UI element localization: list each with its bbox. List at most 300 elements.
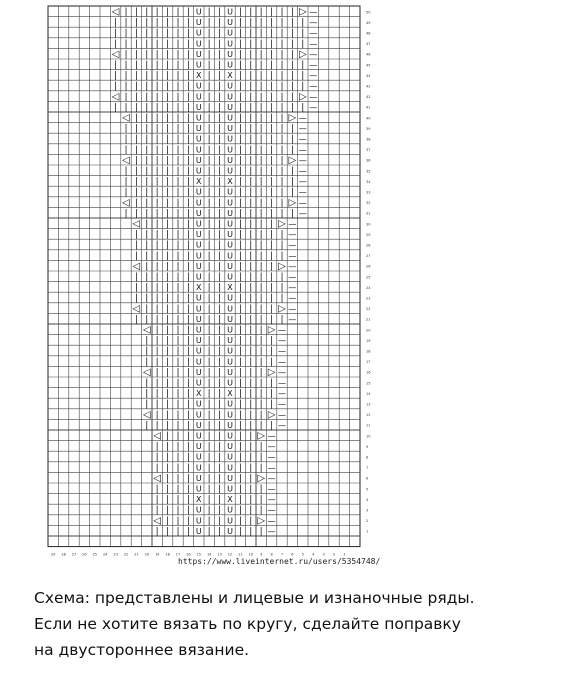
row-number: 24 — [366, 285, 371, 290]
knit-symbol: | — [166, 336, 170, 347]
yarnover-symbol: U — [195, 272, 202, 282]
knit-symbol: | — [238, 155, 242, 166]
knit-symbol: | — [186, 410, 190, 421]
column-number: 12 — [227, 552, 233, 557]
knit-symbol: | — [270, 7, 274, 18]
knit-symbol: | — [155, 378, 159, 389]
knit-symbol: | — [218, 81, 222, 92]
row-number: 20 — [366, 328, 371, 333]
knit-symbol: | — [145, 198, 149, 209]
knit-symbol: | — [145, 357, 149, 368]
knit-symbol: | — [218, 452, 222, 463]
knit-symbol: | — [166, 452, 170, 463]
caption-line-3: на двустороннее вязание. — [34, 641, 250, 659]
knit-symbol: | — [124, 71, 128, 82]
purl-symbol: — — [309, 49, 318, 59]
knit-symbol: | — [207, 452, 211, 463]
knit-symbol: | — [207, 516, 211, 527]
knit-symbol: | — [166, 314, 170, 325]
knit-symbol: | — [155, 39, 159, 50]
knit-symbol: | — [249, 71, 253, 82]
knit-symbol: | — [114, 102, 118, 113]
knit-symbol: | — [270, 60, 274, 71]
yarnover-symbol: U — [195, 516, 202, 526]
knit-symbol: | — [186, 134, 190, 145]
knit-symbol: | — [249, 346, 253, 357]
knit-symbol: | — [186, 166, 190, 177]
knit-symbol: | — [218, 505, 222, 516]
knit-symbol: | — [207, 230, 211, 241]
knit-symbol: | — [186, 463, 190, 474]
knit-symbol: | — [218, 7, 222, 18]
knit-symbol: | — [207, 431, 211, 442]
knit-symbol: | — [176, 410, 180, 421]
column-number: 3 — [322, 552, 325, 557]
knit-symbol: | — [249, 495, 253, 506]
knit-symbol: | — [145, 177, 149, 188]
knit-symbol: | — [218, 431, 222, 442]
knit-symbol: | — [176, 134, 180, 145]
column-number: 2 — [332, 552, 336, 557]
knit-symbol: | — [290, 177, 294, 188]
knit-symbol: | — [186, 473, 190, 484]
knit-symbol: | — [249, 389, 253, 400]
knit-symbol: | — [249, 463, 253, 474]
row-number: 19 — [366, 338, 371, 343]
knit-symbol: | — [218, 124, 222, 135]
knit-symbol: | — [218, 516, 222, 527]
knit-symbol: | — [145, 71, 149, 82]
knit-symbol: | — [176, 166, 180, 177]
knit-symbol: | — [155, 272, 159, 283]
knit-symbol: | — [259, 71, 263, 82]
dec-left-symbol: ◁ — [142, 324, 151, 336]
knit-symbol: | — [155, 208, 159, 219]
knit-symbol: | — [218, 166, 222, 177]
knit-symbol: | — [114, 81, 118, 92]
knit-symbol: | — [259, 367, 263, 378]
dec-left-symbol: ◁ — [111, 48, 120, 60]
yarnover-symbol: U — [195, 346, 202, 356]
knit-symbol: | — [301, 81, 305, 92]
purl-symbol: — — [278, 389, 286, 399]
purl-symbol: — — [298, 113, 307, 123]
knit-symbol: | — [166, 81, 170, 92]
knit-symbol: | — [207, 336, 211, 347]
knit-symbol: | — [218, 378, 222, 389]
purl-symbol: — — [288, 219, 297, 229]
yarnover-symbol: U — [195, 28, 202, 38]
knit-symbol: | — [238, 526, 242, 537]
knit-symbol: | — [249, 198, 253, 209]
yarnover-symbol: U — [227, 113, 233, 123]
knit-symbol: | — [280, 177, 284, 188]
knit-symbol: | — [145, 60, 149, 71]
knit-symbol: | — [176, 92, 180, 103]
knit-symbol: | — [249, 442, 253, 453]
knit-symbol: | — [166, 378, 170, 389]
knit-symbol: | — [259, 526, 263, 537]
source-url: https://www.liveinternet.ru/users/5354748/ — [178, 557, 381, 566]
purl-symbol: — — [298, 208, 307, 218]
column-number: 7 — [280, 552, 284, 557]
knit-symbol: | — [176, 516, 180, 527]
knit-symbol: | — [124, 49, 128, 60]
yarnover-symbol: U — [227, 304, 233, 314]
dec-right-symbol: ▷ — [288, 154, 297, 166]
purl-symbol: — — [267, 473, 276, 483]
knit-symbol: | — [207, 283, 211, 294]
knit-symbol: | — [290, 7, 294, 18]
knit-symbol: | — [176, 219, 180, 230]
yarnover-symbol: U — [195, 399, 202, 409]
knit-symbol: | — [207, 124, 211, 135]
knit-symbol: | — [124, 145, 128, 156]
knit-symbol: | — [166, 410, 170, 421]
row-number: 11 — [366, 423, 371, 428]
knit-symbol: | — [249, 314, 253, 325]
purl-symbol: — — [288, 314, 297, 324]
knit-symbol: | — [166, 420, 170, 431]
knit-symbol: | — [145, 230, 149, 241]
column-number: 5 — [301, 552, 304, 557]
yarnover-symbol: U — [195, 336, 202, 346]
knit-symbol: | — [280, 49, 284, 60]
yarnover-symbol: U — [227, 7, 233, 17]
knit-symbol: | — [249, 293, 253, 304]
knit-symbol: | — [186, 272, 190, 283]
knit-symbol: | — [207, 145, 211, 156]
knit-symbol: | — [238, 452, 242, 463]
knit-symbol: | — [238, 240, 242, 251]
column-number: 13 — [217, 552, 222, 557]
knit-symbol: | — [155, 484, 159, 495]
knit-symbol: | — [270, 230, 274, 241]
knit-symbol: | — [270, 92, 274, 103]
row-number: 45 — [366, 63, 371, 68]
knit-symbol: | — [280, 124, 284, 135]
purl-symbol: — — [288, 272, 297, 282]
row-number: 18 — [366, 349, 371, 354]
knit-symbol: | — [280, 18, 284, 29]
knit-symbol: | — [176, 378, 180, 389]
cross-symbol: X — [196, 177, 202, 187]
knit-symbol: | — [145, 261, 149, 272]
knit-symbol: | — [238, 124, 242, 135]
knit-symbol: | — [166, 495, 170, 506]
knit-symbol: | — [249, 92, 253, 103]
knit-symbol: | — [176, 495, 180, 506]
knit-symbol: | — [166, 71, 170, 82]
knit-symbol: | — [280, 187, 284, 198]
knit-symbol: | — [166, 177, 170, 188]
knit-symbol: | — [124, 134, 128, 145]
knit-symbol: | — [280, 240, 284, 251]
knit-symbol: | — [155, 526, 159, 537]
knit-symbol: | — [186, 28, 190, 39]
knit-symbol: | — [186, 18, 190, 29]
knit-symbol: | — [166, 463, 170, 474]
knit-symbol: | — [145, 251, 149, 262]
knit-symbol: | — [134, 18, 138, 29]
knit-symbol: | — [259, 293, 263, 304]
knit-symbol: | — [155, 198, 159, 209]
knit-symbol: | — [155, 399, 159, 410]
knit-symbol: | — [186, 495, 190, 506]
knit-symbol: | — [259, 505, 263, 516]
knit-symbol: | — [218, 49, 222, 60]
knit-symbol: | — [176, 198, 180, 209]
dec-left-symbol: ◁ — [111, 6, 120, 18]
knit-symbol: | — [238, 251, 242, 262]
cross-symbol: X — [196, 283, 202, 293]
purl-symbol: — — [278, 420, 286, 430]
knit-symbol: | — [166, 208, 170, 219]
yarnover-symbol: U — [195, 60, 202, 70]
yarnover-symbol: U — [227, 166, 233, 176]
knit-symbol: | — [249, 484, 253, 495]
knit-symbol: | — [238, 314, 242, 325]
knit-symbol: | — [270, 124, 274, 135]
yarnover-symbol: U — [227, 251, 233, 261]
knit-symbol: | — [155, 28, 159, 39]
knit-symbol: | — [145, 336, 149, 347]
knit-symbol: | — [186, 155, 190, 166]
knit-symbol: | — [176, 177, 180, 188]
knit-symbol: | — [238, 230, 242, 241]
purl-symbol: — — [278, 346, 286, 356]
purl-symbol: — — [267, 442, 276, 452]
knit-symbol: | — [145, 7, 149, 18]
knit-symbol: | — [124, 208, 128, 219]
knit-symbol: | — [270, 272, 274, 283]
purl-symbol: — — [298, 187, 307, 197]
knit-symbol: | — [218, 463, 222, 474]
knit-symbol: | — [259, 336, 263, 347]
knit-symbol: | — [218, 261, 222, 272]
knit-symbol: | — [134, 102, 138, 113]
column-number: 22 — [123, 552, 129, 557]
knit-symbol: | — [145, 219, 149, 230]
knit-symbol: | — [186, 346, 190, 357]
knit-symbol: | — [249, 336, 253, 347]
knit-symbol: | — [155, 49, 159, 60]
knit-symbol: | — [207, 495, 211, 506]
yarnover-symbol: U — [227, 155, 233, 165]
knit-symbol: | — [176, 452, 180, 463]
knit-symbol: | — [280, 39, 284, 50]
knit-symbol: | — [145, 378, 149, 389]
knit-symbol: | — [301, 18, 305, 29]
knit-symbol: | — [238, 399, 242, 410]
knit-symbol: | — [186, 283, 190, 294]
row-number: 31 — [366, 211, 371, 216]
knit-symbol: | — [259, 399, 263, 410]
yarnover-symbol: U — [195, 92, 202, 102]
row-number: 22 — [366, 307, 371, 312]
knit-symbol: | — [259, 442, 263, 453]
dec-right-symbol: ▷ — [298, 91, 307, 103]
yarnover-symbol: U — [195, 261, 202, 271]
knit-symbol: | — [259, 49, 263, 60]
dec-left-symbol: ◁ — [122, 154, 130, 166]
dec-left-symbol: ◁ — [142, 366, 151, 378]
dec-right-symbol: ▷ — [288, 197, 297, 209]
knit-symbol: | — [238, 39, 242, 50]
knit-symbol: | — [249, 240, 253, 251]
knit-symbol: | — [301, 28, 305, 39]
knit-symbol: | — [218, 420, 222, 431]
yarnover-symbol: U — [227, 325, 233, 335]
knit-symbol: | — [207, 177, 211, 188]
knit-symbol: | — [259, 389, 263, 400]
knit-symbol: | — [259, 346, 263, 357]
knit-symbol: | — [207, 28, 211, 39]
knit-symbol: | — [280, 314, 284, 325]
knit-symbol: | — [249, 431, 253, 442]
knit-symbol: | — [259, 230, 263, 241]
knit-symbol: | — [176, 49, 180, 60]
knit-symbol: | — [186, 145, 190, 156]
knit-symbol: | — [166, 261, 170, 272]
column-number: 14 — [206, 552, 212, 557]
column-number: 19 — [154, 552, 160, 557]
knit-symbol: | — [238, 431, 242, 442]
knit-symbol: | — [238, 410, 242, 421]
column-number: 16 — [186, 552, 191, 557]
knit-symbol: | — [186, 198, 190, 209]
knit-symbol: | — [238, 7, 242, 18]
row-number: 40 — [366, 116, 371, 121]
knit-symbol: | — [176, 463, 180, 474]
knit-symbol: | — [176, 325, 180, 336]
knit-symbol: | — [155, 452, 159, 463]
row-number: 33 — [366, 190, 371, 195]
row-number: 14 — [366, 391, 371, 396]
yarnover-symbol: U — [227, 219, 233, 229]
knit-symbol: | — [238, 420, 242, 431]
knit-symbol: | — [176, 124, 180, 135]
row-number: 9 — [366, 444, 369, 449]
knit-symbol: | — [238, 28, 242, 39]
purl-symbol: — — [309, 7, 318, 17]
dec-right-symbol: ▷ — [257, 430, 266, 442]
knit-symbol: | — [176, 81, 180, 92]
knit-symbol: | — [238, 187, 242, 198]
yarnover-symbol: U — [195, 526, 202, 536]
knit-symbol: | — [134, 166, 138, 177]
knit-symbol: | — [145, 208, 149, 219]
knit-symbol: | — [176, 155, 180, 166]
knit-symbol: | — [207, 293, 211, 304]
knit-symbol: | — [124, 177, 128, 188]
knit-symbol: | — [238, 336, 242, 347]
knit-symbol: | — [218, 39, 222, 50]
knit-symbol: | — [186, 505, 190, 516]
dec-right-symbol: ▷ — [257, 515, 266, 527]
yarnover-symbol: U — [227, 81, 233, 91]
knit-symbol: | — [238, 166, 242, 177]
knit-symbol: | — [218, 155, 222, 166]
knit-symbol: | — [218, 71, 222, 82]
knit-symbol: | — [155, 187, 159, 198]
knit-symbol: | — [166, 283, 170, 294]
knit-symbol: | — [238, 81, 242, 92]
knit-symbol: | — [238, 495, 242, 506]
knit-symbol: | — [218, 325, 222, 336]
knit-symbol: | — [207, 198, 211, 209]
knit-symbol: | — [166, 526, 170, 537]
yarnover-symbol: U — [227, 463, 233, 473]
knit-symbol: | — [270, 420, 274, 431]
knit-symbol: | — [280, 293, 284, 304]
caption-line-2: Если не хотите вязать по кругу, сделайте поправку — [34, 615, 461, 633]
knit-symbol: | — [218, 145, 222, 156]
yarnover-symbol: U — [227, 516, 233, 526]
purl-symbol: — — [298, 124, 307, 134]
knit-symbol: | — [186, 336, 190, 347]
knit-symbol: | — [259, 134, 263, 145]
knit-symbol: | — [176, 526, 180, 537]
knit-symbol: | — [145, 134, 149, 145]
purl-symbol: — — [288, 261, 297, 271]
yarnover-symbol: U — [195, 81, 202, 91]
chart-caption — [34, 585, 564, 663]
knit-symbol: | — [155, 18, 159, 29]
knit-symbol: | — [155, 134, 159, 145]
knit-symbol: | — [280, 92, 284, 103]
knit-symbol: | — [176, 283, 180, 294]
purl-symbol: — — [298, 198, 307, 208]
knit-symbol: | — [218, 208, 222, 219]
knit-symbol: | — [124, 102, 128, 113]
knit-symbol: | — [238, 198, 242, 209]
yarnover-symbol: U — [227, 452, 233, 462]
knit-symbol: | — [290, 124, 294, 135]
knit-symbol: | — [270, 177, 274, 188]
knit-symbol: | — [166, 367, 170, 378]
knit-symbol: | — [176, 346, 180, 357]
knit-symbol: | — [270, 399, 274, 410]
knit-symbol: | — [176, 357, 180, 368]
knit-symbol: | — [290, 49, 294, 60]
knit-symbol: | — [238, 219, 242, 230]
knit-symbol: | — [166, 473, 170, 484]
knit-symbol: | — [207, 367, 211, 378]
knit-symbol: | — [166, 442, 170, 453]
knit-symbol: | — [218, 230, 222, 241]
knit-symbol: | — [155, 314, 159, 325]
knit-symbol: | — [249, 378, 253, 389]
yarnover-symbol: U — [227, 410, 233, 420]
knit-symbol: | — [270, 219, 274, 230]
purl-symbol: — — [309, 102, 318, 112]
knit-symbol: | — [145, 293, 149, 304]
knit-symbol: | — [207, 357, 211, 368]
purl-symbol: — — [278, 336, 286, 346]
yarnover-symbol: U — [195, 378, 202, 388]
knit-symbol: | — [114, 18, 118, 29]
knit-symbol: | — [186, 325, 190, 336]
knit-symbol: | — [249, 410, 253, 421]
knit-symbol: | — [259, 420, 263, 431]
knit-symbol: | — [145, 399, 149, 410]
knit-symbol: | — [249, 283, 253, 294]
knit-symbol: | — [290, 28, 294, 39]
knit-symbol: | — [166, 39, 170, 50]
knit-symbol: | — [249, 304, 253, 315]
knit-symbol: | — [207, 442, 211, 453]
